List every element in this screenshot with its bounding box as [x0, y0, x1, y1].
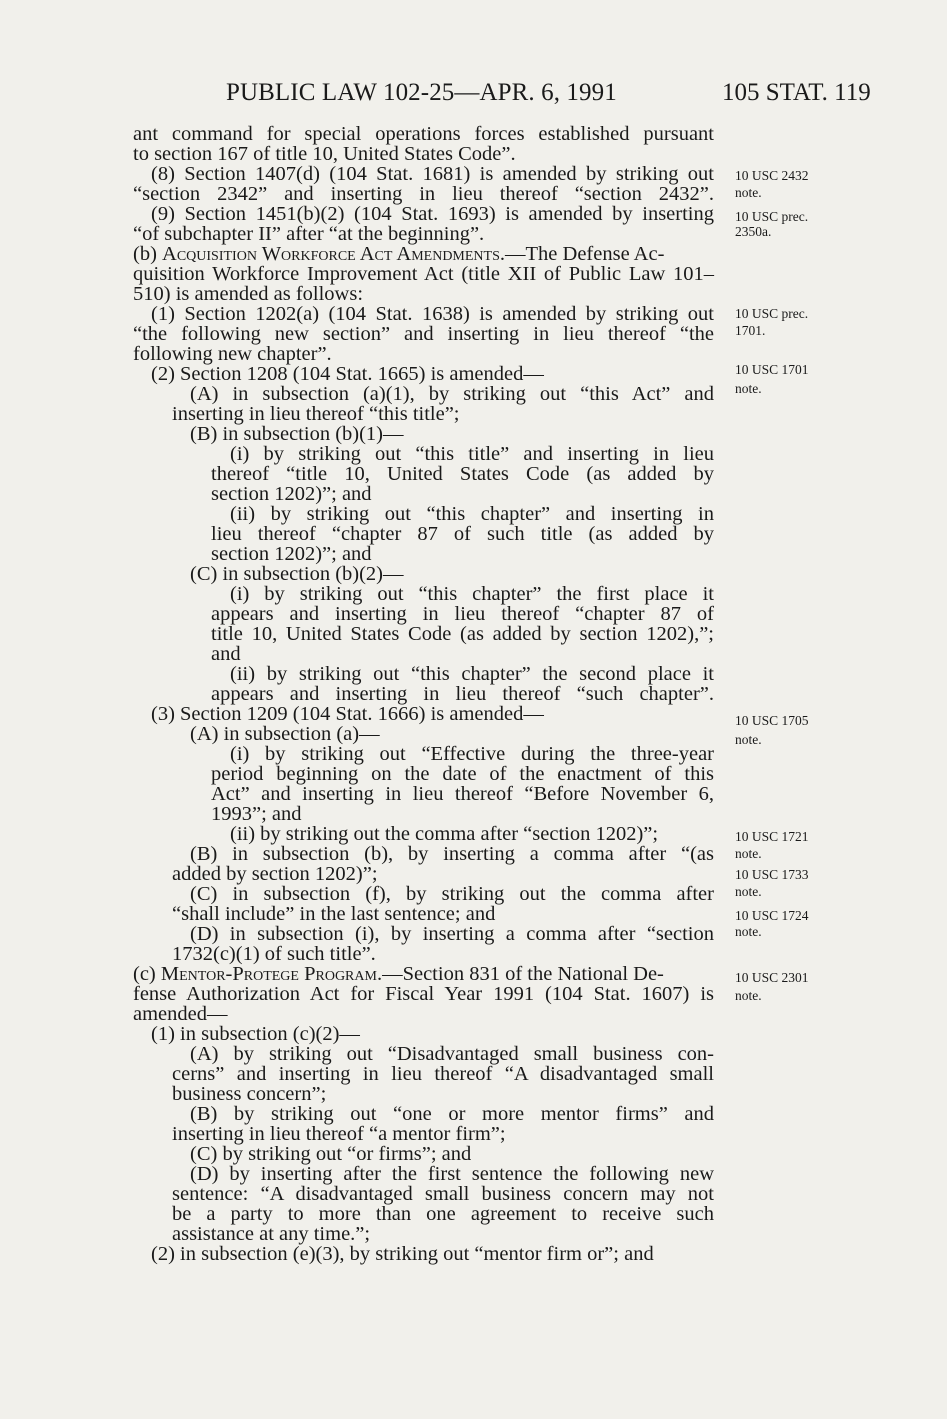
text-line: (ii) by striking out “this chapter” the second place it: [230, 663, 714, 685]
text-line: (3) Section 1209 (104 Stat. 1666) is amended—: [151, 703, 544, 725]
text-line: (B) by striking out “one or more mentor firms” and: [190, 1103, 714, 1125]
text-line: (i) by striking out “this title” and inserting in lieu: [230, 443, 714, 465]
text-line: (2) Section 1208 (104 Stat. 1665) is amended—: [151, 363, 544, 385]
subsection-lead-in: .—Section 831 of the National De-: [376, 963, 664, 985]
text-line: (8) Section 1407(d) (104 Stat. 1681) is amended by striking out: [151, 163, 714, 185]
text-line: be a party to more than one agreement to receive such: [172, 1203, 714, 1225]
margin-note: note.: [735, 988, 762, 1003]
subsection-title: Acquisition Workforce Act Amendments: [162, 243, 500, 265]
margin-note: note.: [735, 924, 762, 939]
text-line: and: [211, 643, 241, 665]
text-line: title 10, United States Code (as added by section 1202),”;: [211, 623, 714, 645]
text-line: added by section 1202)”;: [172, 863, 378, 885]
text-line: (2) in subsection (e)(3), by striking out “mentor firm or”; and: [151, 1243, 654, 1265]
text-line: assistance at any time.”;: [172, 1223, 371, 1245]
margin-note: note.: [735, 732, 762, 747]
running-header-title: PUBLIC LAW 102-25—APR. 6, 1991: [226, 79, 617, 106]
text-line: quisition Workforce Improvement Act (title XII of Public Law 101–: [133, 263, 714, 285]
text-line: inserting in lieu thereof “a mentor firm”;: [172, 1123, 506, 1145]
text-line: fense Authorization Act for Fiscal Year 1991 (104 Stat. 1607) is: [133, 983, 714, 1005]
text-line: “section 2342” and inserting in lieu thereof “section 2432”.: [133, 183, 714, 205]
text-line: (1) in subsection (c)(2)—: [151, 1023, 360, 1045]
margin-note: 2350a.: [735, 224, 772, 239]
text-line: (ii) by striking out “this chapter” and inserting in: [230, 503, 714, 525]
subsection-label: (c): [133, 963, 161, 985]
text-line: section 1202)”; and: [211, 543, 372, 565]
text-line: (A) by striking out “Disadvantaged small business con-: [190, 1043, 714, 1065]
margin-note: 10 USC 1701: [735, 362, 809, 377]
text-line: thereof “title 10, United States Code (as added by: [211, 463, 714, 485]
text-line: appears and inserting in lieu thereof “chapter 87 of: [211, 603, 714, 625]
text-line: (ii) by striking out the comma after “section 1202)”;: [230, 823, 659, 845]
text-line: (A) in subsection (a)—: [190, 723, 380, 745]
subsection-label: (b): [133, 243, 163, 265]
text-line: sentence: “A disadvantaged small business concern may not: [172, 1183, 714, 1205]
margin-note: 10 USC 1705: [735, 713, 809, 728]
text-line: (9) Section 1451(b)(2) (104 Stat. 1693) is amended by inserting: [151, 203, 714, 225]
margin-note: 10 USC prec.: [735, 306, 809, 321]
margin-note: 10 USC 1724: [735, 908, 809, 923]
subsection-heading-c: [133, 964, 714, 984]
margin-note: note.: [735, 884, 762, 899]
subsection-lead-in: .—The Defense Ac-: [499, 243, 665, 265]
margin-note: note.: [735, 185, 762, 200]
running-header-stat-page: 105 STAT. 119: [722, 79, 871, 106]
text-line: (1) Section 1202(a) (104 Stat. 1638) is amended by striking out: [151, 303, 714, 325]
text-line: section 1202)”; and: [211, 483, 372, 505]
subsection-heading-b: [133, 244, 714, 264]
margin-note: note.: [735, 381, 762, 396]
text-line: following new chapter”.: [133, 343, 332, 365]
margin-note: 10 USC 2301: [735, 970, 809, 985]
text-line: (D) by inserting after the first sentence the following new: [190, 1163, 714, 1185]
text-line: 1732(c)(1) of such title”.: [172, 943, 376, 965]
text-line: (A) in subsection (a)(1), by striking out “this Act” and: [190, 383, 714, 405]
margin-note: 10 USC 1721: [735, 829, 809, 844]
text-line: “shall include” in the last sentence; and: [172, 903, 496, 925]
margin-note: note.: [735, 846, 762, 861]
text-line: (D) in subsection (i), by inserting a comma after “section: [190, 923, 714, 945]
text-line: “of subchapter II” after “at the beginning”.: [133, 223, 485, 245]
margin-note: 1701.: [735, 323, 766, 338]
text-line: ant command for special operations forces established pursuant: [133, 123, 714, 145]
text-line: appears and inserting in lieu thereof “such chapter”.: [211, 683, 714, 705]
text-line: 1993”; and: [211, 803, 302, 825]
text-line: to section 167 of title 10, United States Code”.: [133, 143, 516, 165]
text-line: (B) in subsection (b)(1)—: [190, 423, 404, 445]
text-line: inserting in lieu thereof “this title”;: [172, 403, 460, 425]
text-line: amended—: [133, 1003, 228, 1025]
text-line: Act” and inserting in lieu thereof “Before November 6,: [211, 783, 714, 805]
text-line: (B) in subsection (b), by inserting a comma after “(as: [190, 843, 714, 865]
text-line: (C) in subsection (f), by striking out the comma after: [190, 883, 714, 905]
text-line: (i) by striking out “this chapter” the first place it: [230, 583, 714, 605]
subsection-title: Mentor-Protege Program: [160, 963, 377, 985]
margin-note: 10 USC 2432: [735, 168, 809, 183]
text-line: period beginning on the date of the enactment of this: [211, 763, 714, 785]
text-line: (C) by striking out “or firms”; and: [190, 1143, 472, 1165]
text-line: business concern”;: [172, 1083, 327, 1105]
text-line: cerns” and inserting in lieu thereof “A disadvantaged small: [172, 1063, 714, 1085]
text-line: (i) by striking out “Effective during the three-year: [230, 743, 714, 765]
margin-note: 10 USC prec.: [735, 209, 809, 224]
text-line: lieu thereof “chapter 87 of such title (as added by: [211, 523, 714, 545]
text-line: 510) is amended as follows:: [133, 283, 364, 305]
margin-note: 10 USC 1733: [735, 867, 809, 882]
text-line: (C) in subsection (b)(2)—: [190, 563, 404, 585]
text-line: “the following new section” and inserting in lieu thereof “the: [133, 323, 714, 345]
